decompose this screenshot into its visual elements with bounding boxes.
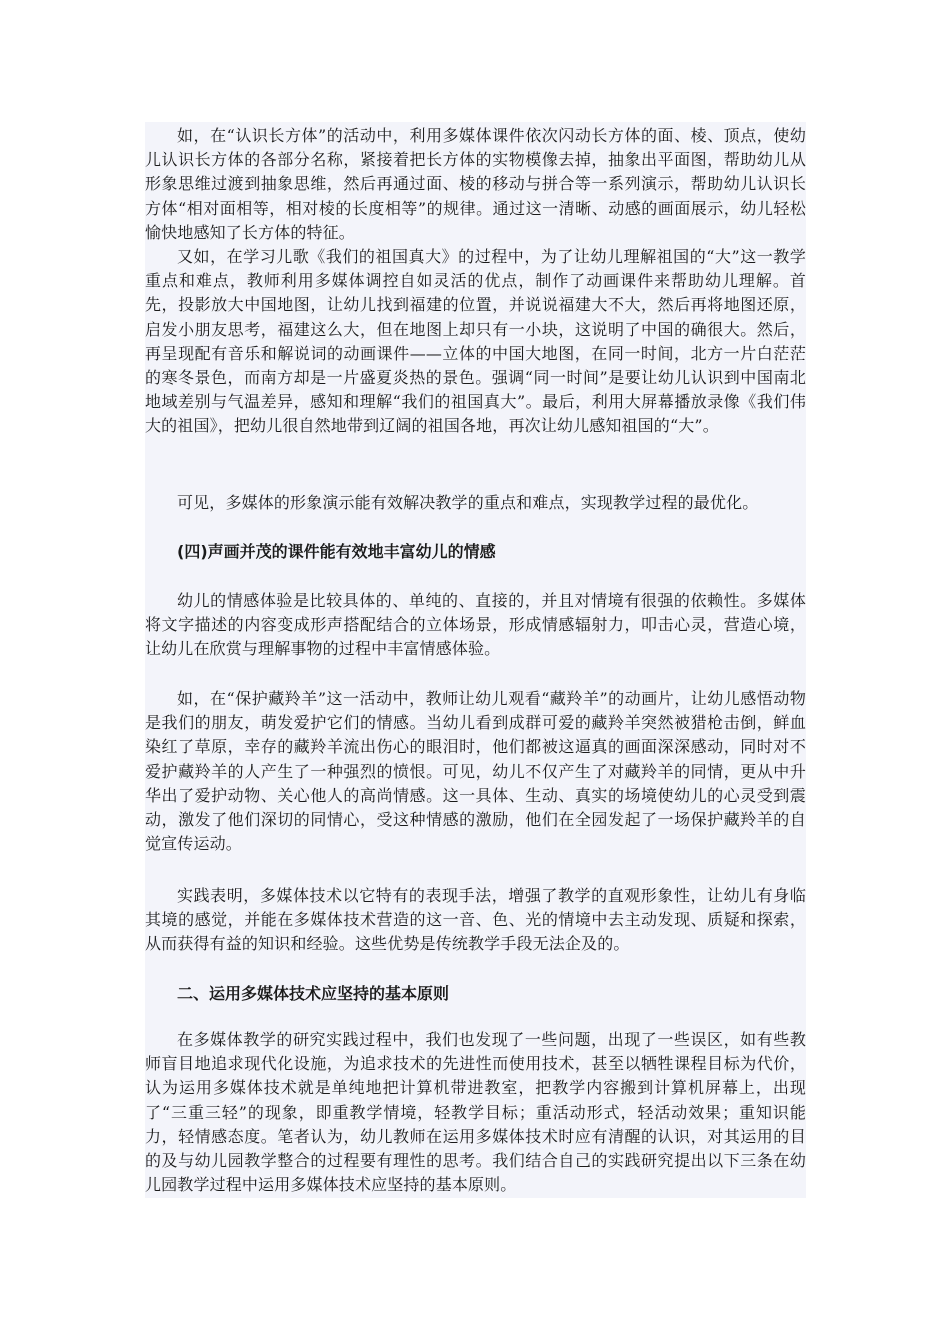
paragraph-antelope-example: 如，在“保护藏羚羊”这一活动中，教师让幼儿观看“藏羚羊”的动画片，让幼儿感悟动物是我们的朋友，萌发爱护它们的情感。当幼儿看到成群可爱的藏羚羊突然被猎枪击倒，鲜血染红了草原，幸存的藏羚羊流出伤心的眼泪时，他们都被这逼真的画面深深感动，同时对不爱护藏羚羊的人产生了一种强烈的愤恨。可见，幼儿不仅产生了对藏羚羊的同情，更从中升华出了爱护动物、关心他人的高尚情感。这一具体、生动、真实的场境使幼儿的心灵受到震动，激发了他们深切的同情心，受这种情感的激励，他们在全园发起了一场保护藏羚羊的自觉宣传运动。 bbox=[145, 689, 806, 854]
paragraph-motherland-example: 又如，在学习儿歌《我们的祖国真大》的过程中，为了让幼儿理解祖国的“大”这一教学重点和难点，教师利用多媒体调控自如灵活的优点，制作了动画课件来帮助幼儿理解。首先，投影放大中国地图，让幼儿找到福建的位置，并说说福建大不大，然后再将地图还原，启发小朋友思考，福建这么大，但在地图上却只有一小块，这说明了中国的确很大。然后，再呈现配有音乐和解说词的动画课件——立体的中国大地图，在同一时间，北方一片白茫茫的寒冬景色，而南方却是一片盛夏炎热的景色。强调“同一时间”是要让幼儿认识到中国南北地域差别与气温差异，感知和理解“我们的祖国真大”。最后，利用大屏幕播放录像《我们伟大的祖国》，把幼儿很自然地带到辽阔的祖国各地，再次让幼儿感知祖国的“大”。 bbox=[145, 247, 806, 436]
paragraph-research-practice: 在多媒体教学的研究实践过程中，我们也发现了一些问题，出现了一些误区，如有些教师盲目地追求现代化设施，为追求技术的先进性而使用技术，甚至以牺牲课程目标为代价，认为运用多媒体技术就是单纯地把计算机带进教室，把教学内容搬到计算机屏幕上，出现了“三重三轻”的现象，即重教学情境，轻教学目标；重活动形式，轻活动效果；重知识能力，轻情感态度。笔者认为，幼儿教师在运用多媒体技术时应有清醒的认识，对其运用的目的及与幼儿园教学整合的过程要有理性的思考。我们结合自己的实践研究提出以下三条在幼儿园教学过程中运用多媒体技术应坚持的基本原则。 bbox=[145, 1030, 806, 1195]
section-heading-emotion: (四)声画并茂的课件能有效地丰富幼儿的情感 bbox=[177, 542, 496, 561]
paragraph-emotion-experience: 幼儿的情感体验是比较具体的、单纯的、直接的，并且对情境有很强的依赖性。多媒体将文字描述的内容变成形声搭配结合的立体场景，形成情感辐射力，叩击心灵，营造心境，让幼儿在欣赏与理解事物的过程中丰富情感体验。 bbox=[145, 591, 806, 659]
section-heading-principles: 二、运用多媒体技术应坚持的基本原则 bbox=[177, 984, 450, 1003]
paragraph-cuboid-example: 如，在“认识长方体”的活动中，利用多媒体课件依次闪动长方体的面、棱、顶点，使幼儿认识长方体的各部分名称，紧接着把长方体的实物模像去掉，抽象出平面图，帮助幼儿从形象思维过渡到抽象思维，然后再通过面、棱的移动与拼合等一系列演示，帮助幼儿认识长方体“相对面相等，相对棱的长度相等”的规律。通过这一清晰、动感的画面展示，幼儿轻松愉快地感知了长方体的特征。 bbox=[145, 126, 806, 242]
paragraph-practice-shows: 实践表明，多媒体技术以它特有的表现手法，增强了教学的直观形象性，让幼儿有身临其境的感觉，并能在多媒体技术营造的这一音、色、光的情境中去主动发现、质疑和探索，从而获得有益的知识和经验。这些优势是传统教学手段无法企及的。 bbox=[145, 886, 806, 954]
document-body bbox=[145, 122, 806, 1198]
paragraph-conclusion: 可见，多媒体的形象演示能有效解决教学的重点和难点，实现教学过程的最优化。 bbox=[177, 493, 759, 512]
